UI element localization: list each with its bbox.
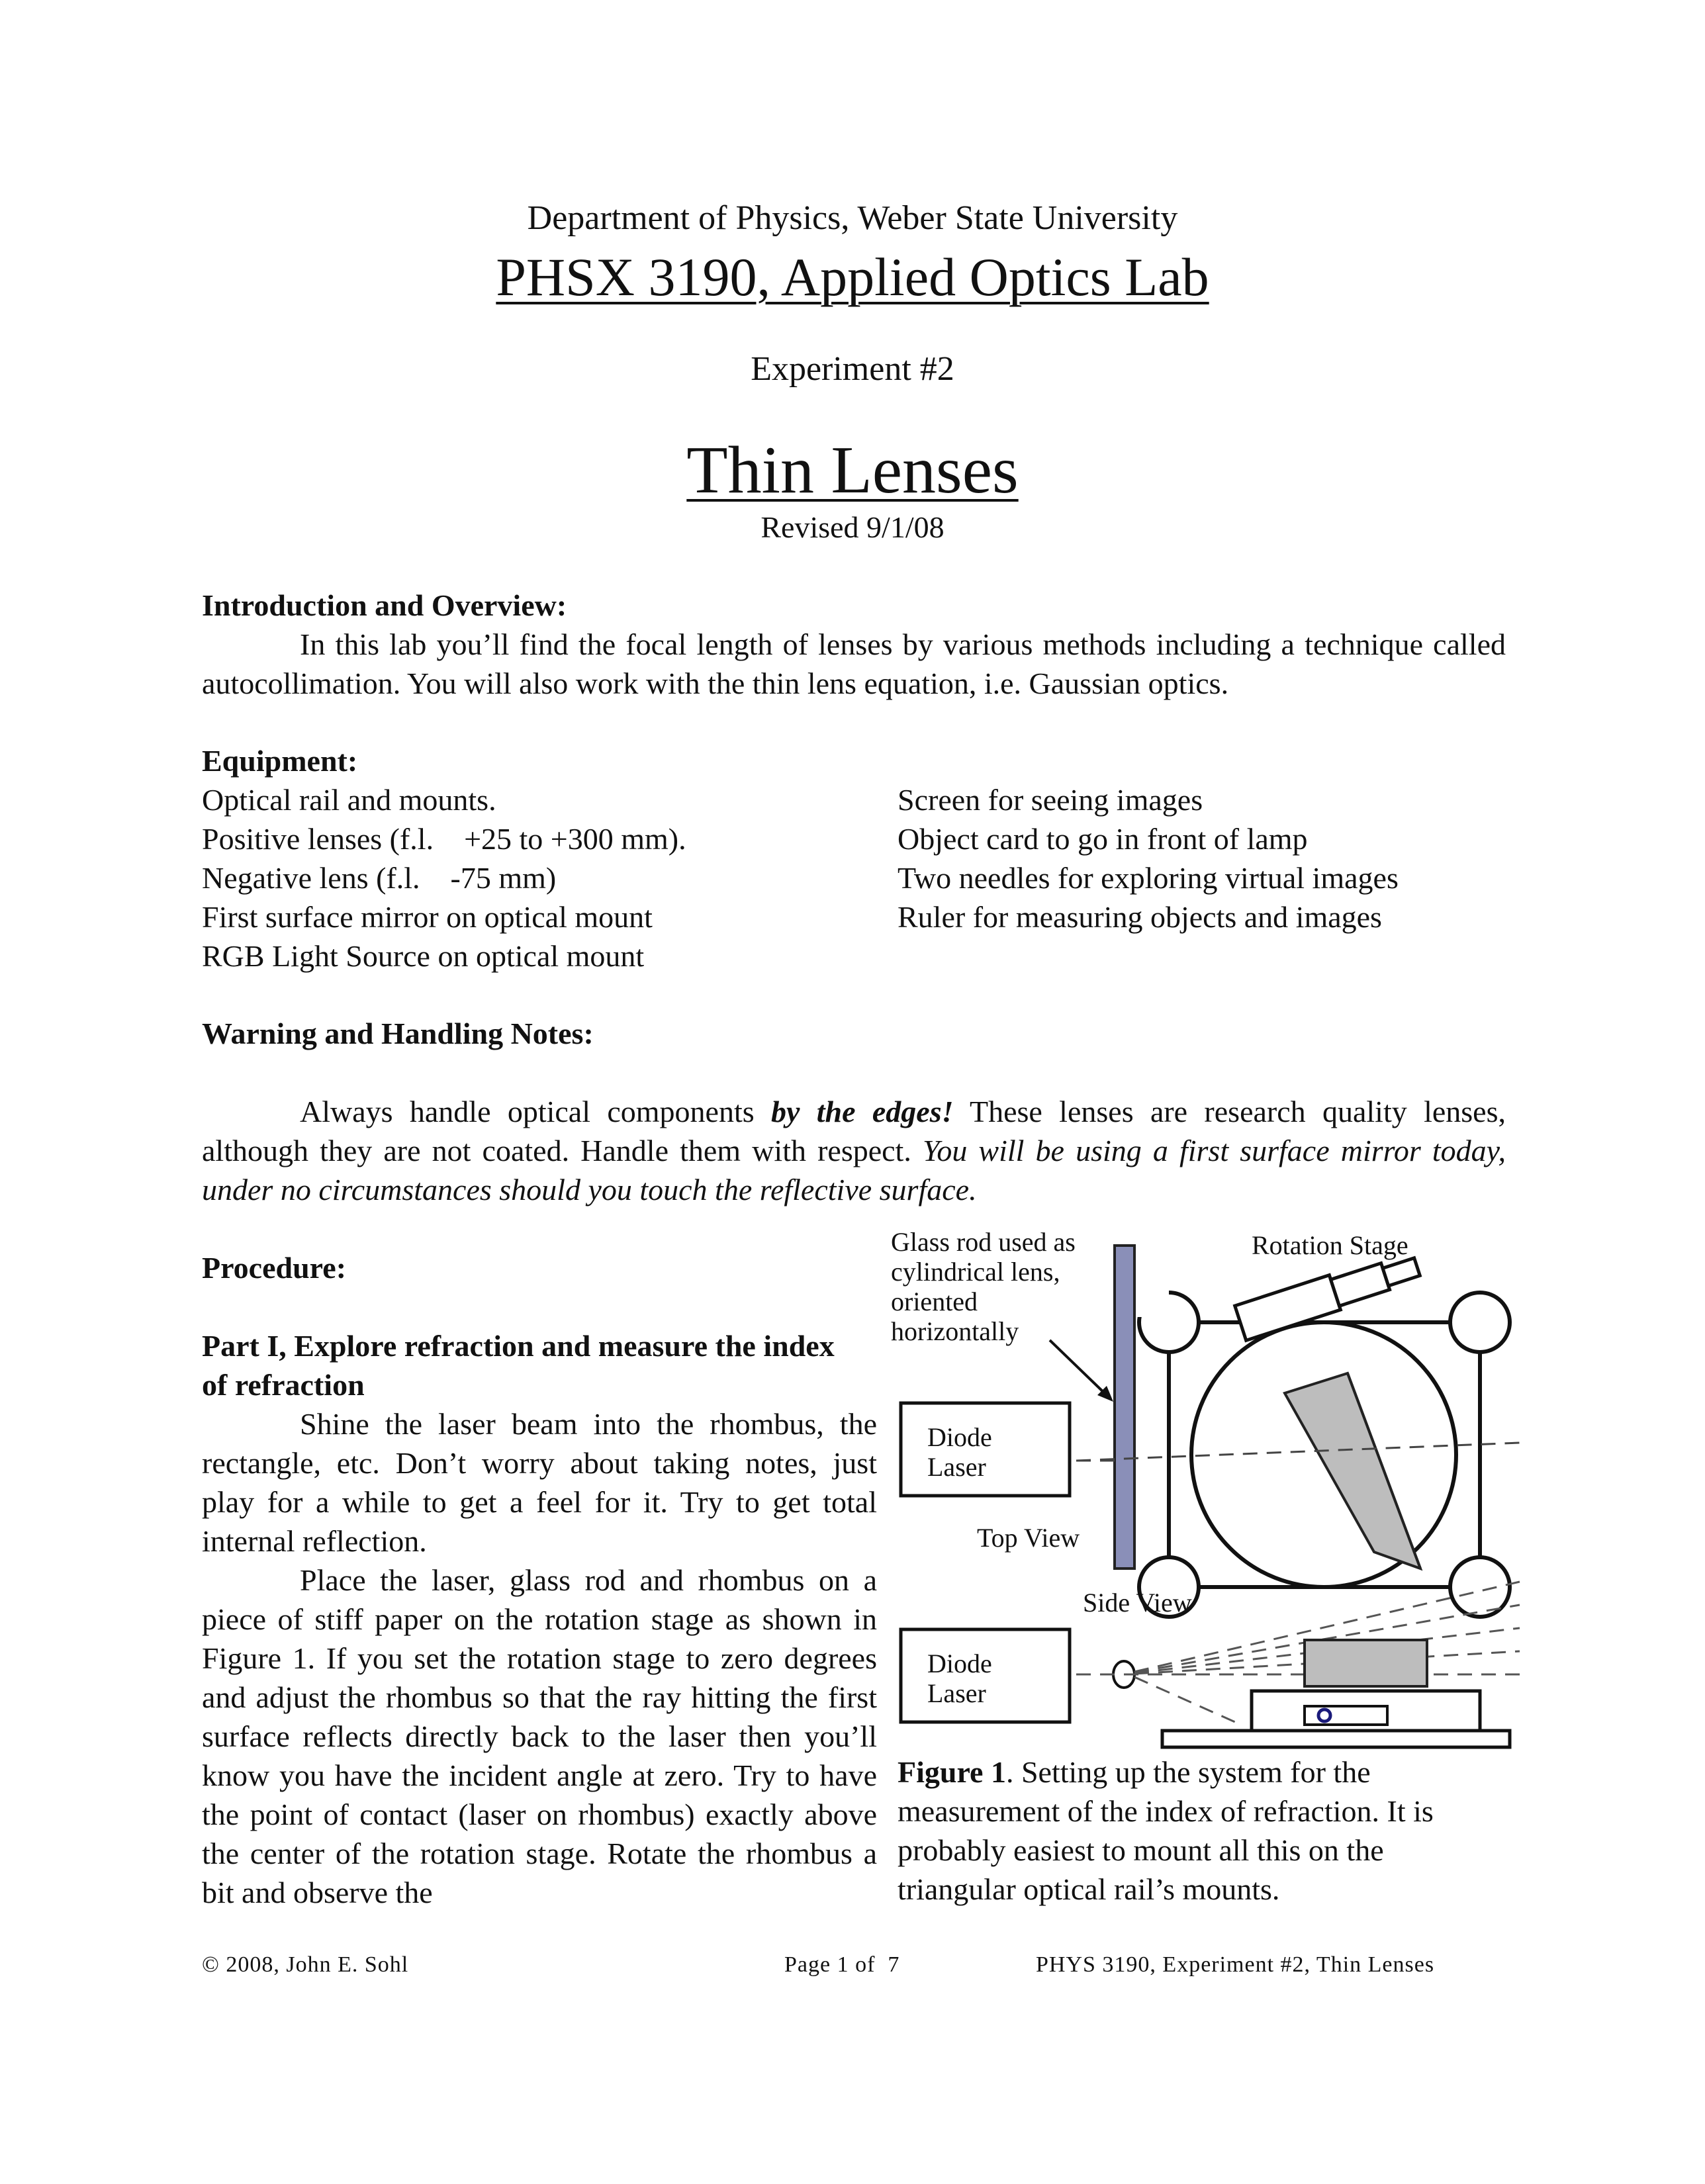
- corner-notch: [1450, 1293, 1510, 1352]
- diode-label-2: Laser: [927, 1452, 986, 1482]
- side-view-label: Side View: [1083, 1588, 1192, 1617]
- equipment-heading: [202, 741, 1506, 780]
- procedure-heading: Procedure:: [202, 1251, 347, 1285]
- intro-heading: Introduction and Overview:: [202, 588, 567, 622]
- glass-rod-label-1: Glass rod used as: [891, 1227, 1076, 1257]
- equipment-item: Positive lenses (f.l. +25 to +300 mm).: [202, 822, 686, 856]
- glass-rod-label-3: oriented: [891, 1287, 978, 1316]
- optical-rail-base: [1162, 1731, 1510, 1747]
- intro-section: [202, 586, 1506, 703]
- warning-emphasis: by the edges!: [770, 1095, 954, 1128]
- figure-1-caption: [898, 1752, 1493, 1909]
- diode-label-side-2: Laser: [927, 1678, 986, 1708]
- micrometer-barrel: [1331, 1263, 1390, 1306]
- course-title-text: PHSX 3190, Applied Optics Lab: [496, 247, 1209, 307]
- equipment-item: Ruler for measuring objects and images: [898, 900, 1382, 934]
- equipment-item: First surface mirror on optical mount: [202, 900, 653, 934]
- rhombus-side: [1305, 1640, 1427, 1686]
- equipment-item: Negative lens (f.l. -75 mm): [202, 861, 557, 895]
- glass-rod: [1115, 1246, 1134, 1569]
- corner-notch: [1450, 1557, 1510, 1617]
- warning-text-1: Always handle optical components: [300, 1095, 771, 1128]
- caption-text: . Setting up the system for the measurement of the index of refraction. It is probably easiest to mount all this on the triangular optical rail’s mounts.: [898, 1755, 1434, 1906]
- equipment-item: Optical rail and mounts.: [202, 783, 496, 817]
- equipment-item: Object card to go in front of lamp: [898, 822, 1308, 856]
- page-title-text: Thin Lenses: [686, 433, 1019, 508]
- footer-copyright: © 2008, John E. Sohl: [202, 1952, 409, 1977]
- page-title: [0, 432, 1705, 509]
- fan-beam: [1134, 1677, 1235, 1722]
- department-line: Department of Physics, Weber State University: [527, 199, 1178, 237]
- equipment-list-left: [202, 780, 864, 976]
- stage-axis: [1318, 1709, 1330, 1721]
- footer-page-number: Page 1 of 7: [784, 1952, 900, 1977]
- caption-label: Figure 1: [898, 1755, 1006, 1789]
- micrometer-tip: [1383, 1258, 1420, 1286]
- diode-label-1: Diode: [927, 1422, 992, 1452]
- glass-rod-label-4: horizontally: [891, 1316, 1019, 1346]
- top-view-label: Top View: [977, 1523, 1080, 1553]
- pointer-arrow: [1050, 1340, 1109, 1398]
- warning-mirror-note: You will be using a first surface mirror today, under no circumstances should you touch the reflective surface.: [202, 1134, 1506, 1206]
- equipment-heading-text: Equipment:: [202, 744, 358, 778]
- diode-label-side-1: Diode: [927, 1649, 992, 1678]
- intro-text: In this lab you’ll find the focal length of lenses by various methods including a technique called autocollimation. You will also work with the thin lens equation, i.e. Gaussian optics.: [202, 627, 1506, 700]
- warning-text-2: These lenses are research quality lenses, although they are not coated. Handle them with respect.: [202, 1095, 1506, 1167]
- equipment-item: Screen for seeing images: [898, 783, 1203, 817]
- warning-heading: [202, 1014, 1506, 1053]
- procedure-paragraph-1: Shine the laser beam into the rhombus, the rectangle, etc. Don’t worry about taking notes, just play for a while to get a feel for it. Try to get total internal reflection.: [202, 1407, 877, 1558]
- part1-heading: Part I, Explore refraction and measure the index of refraction: [202, 1329, 835, 1402]
- equipment-item: RGB Light Source on optical mount: [202, 939, 645, 973]
- rotation-stage-label: Rotation Stage: [1252, 1230, 1408, 1260]
- figure-1-diagram: [891, 1224, 1526, 1754]
- revised-date: Revised 9/1/08: [760, 510, 945, 544]
- procedure-paragraph-2: Place the laser, glass rod and rhombus on a piece of stiff paper on the rotation stage as shown in Figure 1. If you set the rotation stage to zero degrees and adjust the rhombus so that the ray hitting the first surface reflects directly back to the laser then you’ll know you have the incident angle at zero. Try to have the point of contact (laser on rhombus) exactly above the center of the rotation stage. Rotate the rhombus a bit and observe the: [202, 1563, 877, 1909]
- footer-course-ref: PHYS 3190, Experiment #2, Thin Lenses: [1036, 1952, 1435, 1977]
- equipment-item: Two needles for exploring virtual images: [898, 861, 1399, 895]
- glass-rod-label-2: cylindrical lens,: [891, 1257, 1060, 1287]
- course-title: [0, 246, 1705, 308]
- warning-heading-text: Warning and Handling Notes:: [202, 1017, 594, 1050]
- experiment-number: Experiment #2: [751, 350, 954, 388]
- notch-mask: [1136, 1291, 1169, 1317]
- equipment-list-right: [898, 780, 1520, 936]
- procedure-body: [202, 1404, 877, 1912]
- warning-text: [202, 1092, 1506, 1209]
